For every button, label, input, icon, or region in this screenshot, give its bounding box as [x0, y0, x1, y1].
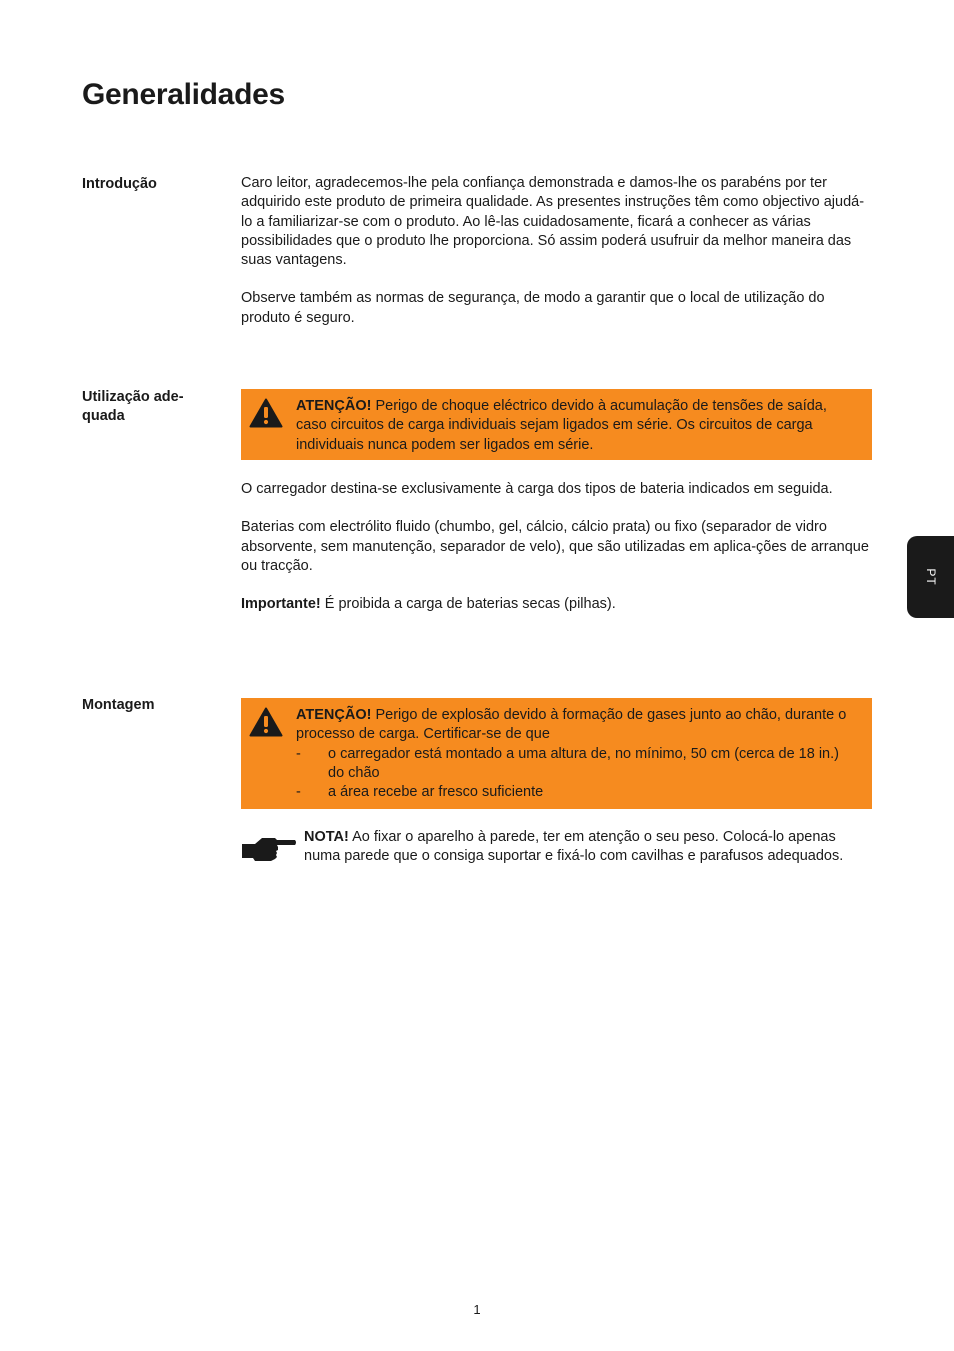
- intro-body: [241, 174, 873, 328]
- warning-triangle-icon: [249, 707, 283, 737]
- pointing-hand-icon: [241, 834, 297, 864]
- warning-triangle-icon: [249, 398, 283, 428]
- usage-warning-heading: ATENÇÃO!: [296, 398, 372, 414]
- usage-paragraph-1: O carregador destina-se exclusivamente à carga dos tipos de bateria indicados em seguida.: [241, 481, 833, 497]
- language-tab: [907, 536, 954, 618]
- note-text: Ao fixar o aparelho à parede, ter em atenção o seu peso. Colocá-lo apenas numa parede que o consiga suportar e fixá-lo com cavilhas e parafusos adequados.: [304, 829, 844, 865]
- page-number: 1: [473, 1302, 481, 1317]
- usage-important-text: É proibida a carga de baterias secas (pilhas).: [324, 596, 616, 613]
- mounting-note: [241, 828, 872, 867]
- mounting-list-item: [296, 783, 858, 802]
- usage-paragraph-2: Baterias com electrólito fluido (chumbo, gel, cálcio, cálcio prata) ou fixo (separador de vidro absorvente, sem manutenção, separador de velo), que são utilizadas em aplica-ções de arranque ou tracção.: [241, 519, 869, 574]
- mounting-warning-heading: ATENÇÃO!: [296, 707, 372, 723]
- usage-warning-text: Perigo de choque eléctrico devido à acumulação de tensões de saída, caso circuitos de carga individuais sejam ligados em série. Os circuitos de carga individuais nunca podem ser ligados em série.: [296, 398, 827, 453]
- intro-paragraph-2: Observe também as normas de segurança, de modo a garantir que o local de utilização do produto é seguro.: [241, 290, 825, 326]
- usage-important: [241, 595, 873, 614]
- page-title: Generalidades: [82, 78, 285, 111]
- usage-warning-box: [241, 389, 872, 460]
- intro-paragraph-1: Caro leitor, agradecemos-lhe pela confiança demonstrada e damos-lhe os parabéns por ter adquirido este produto de primeira qualidade. As presentes instruções têm como objectivo ajudá-lo a familiarizar-se com o produto. Ao lê-las cuidadosamente, ficará a conhecer as várias possibilidades que o produto lhe proporciona. Só assim poderá usufruir da melhor maneira das suas vantagens.: [241, 175, 865, 269]
- mounting-list-item: [296, 745, 858, 784]
- section-label-utilizacao: [82, 388, 212, 426]
- language-tab-label: PT: [923, 568, 938, 586]
- mounting-list-item-text: a área recebe ar fresco suficiente: [328, 784, 544, 801]
- section-label-utilizacao-line-2: quada: [82, 408, 125, 424]
- section-label-introducao: Introdução: [82, 176, 157, 192]
- mounting-list-item-text: o carregador está montado a uma altura de, no mínimo, 50 cm (cerca de 18 in.) do chão: [328, 745, 839, 781]
- mounting-warning-box: [241, 698, 872, 809]
- note-heading: NOTA!: [304, 829, 349, 845]
- list-dash: -: [296, 784, 301, 801]
- usage-body: [241, 480, 873, 614]
- section-label-utilizacao-line-1: Utilização ade-: [82, 389, 184, 405]
- list-dash: -: [296, 745, 301, 762]
- usage-important-heading: Importante!: [241, 596, 321, 613]
- mounting-warning-text: Perigo de explosão devido à formação de gases junto ao chão, durante o processo de carga. Certificar-se de que: [296, 707, 847, 743]
- section-label-montagem: Montagem: [82, 697, 155, 713]
